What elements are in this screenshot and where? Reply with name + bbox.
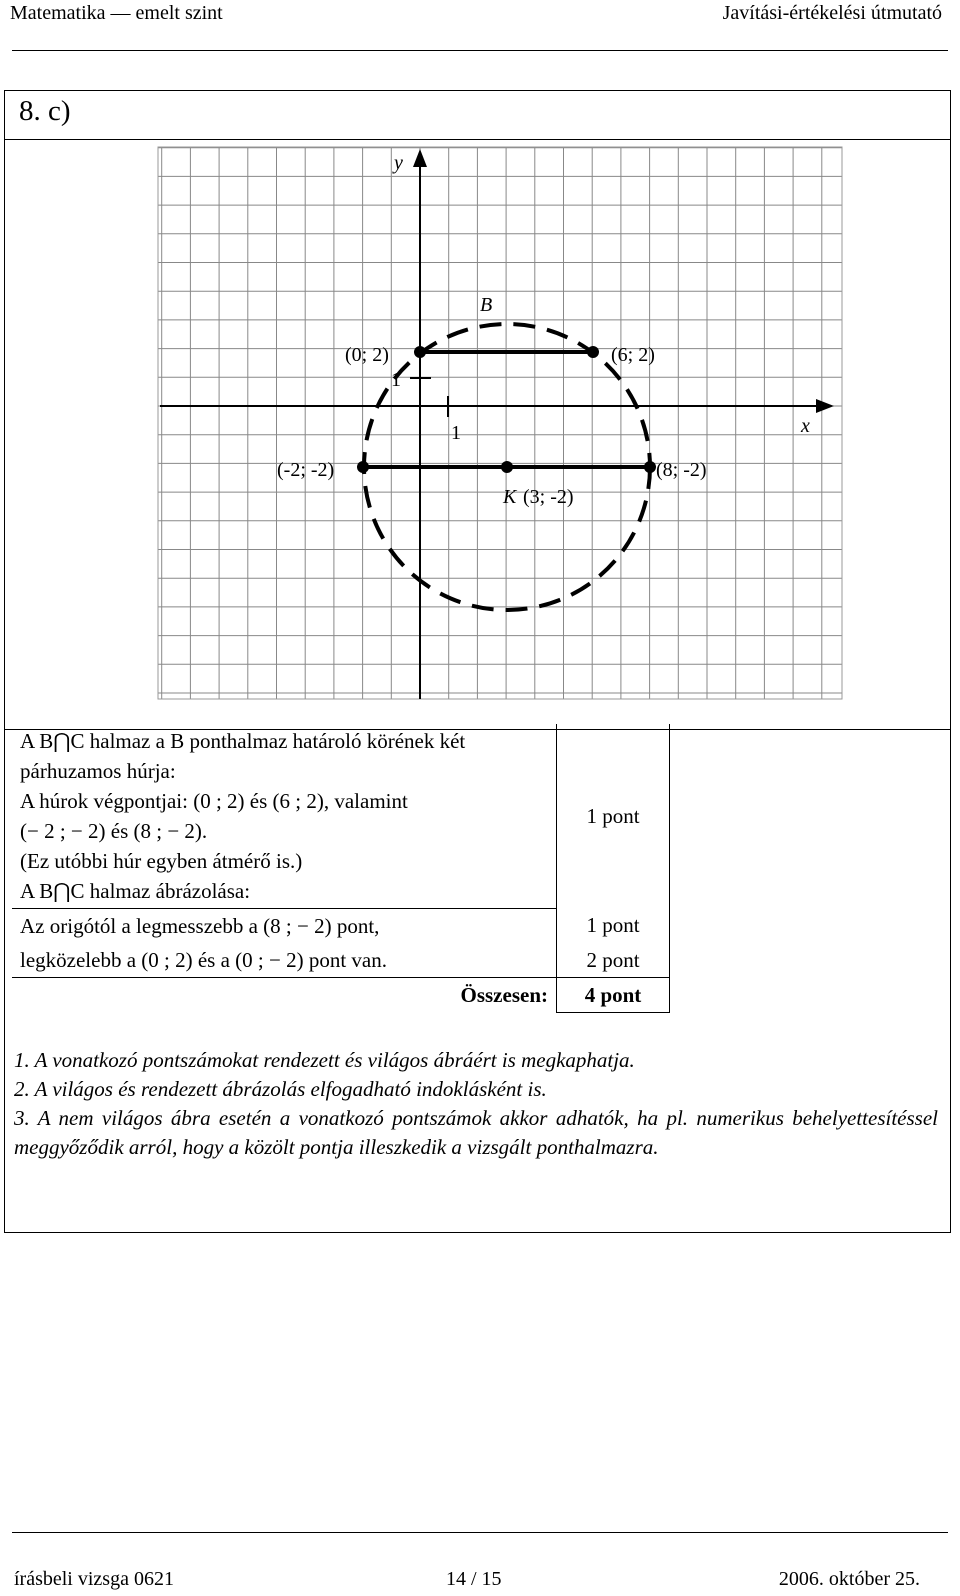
- footer-left: írásbeli vizsga 0621: [14, 1568, 174, 1590]
- label-point-6-2: (6; 2): [611, 344, 655, 366]
- point-6-2: [587, 346, 599, 358]
- note-1: 1. A vonatkozó pontszámokat rendezett és világos ábráért is megkaphatja.: [14, 1048, 635, 1072]
- header-right: Javítási-értékelési útmutató: [722, 2, 942, 24]
- unit-y-label: 1: [391, 369, 401, 391]
- header-left: Matematika — emelt szint: [10, 2, 223, 24]
- total-label: Összesen:: [12, 978, 557, 1013]
- label-point-0-2: (0; 2): [345, 344, 389, 366]
- solution-intro: A B⋂C halmaz a B ponthalmaz határoló körének két párhuzamos húrja: A húrok végpontjai: (0 ; 2) és (6 ; 2), valamint (− 2 ; − 2) és (8 ; − 2). (Ez utóbbi húr egyben átmérő is.) A B⋂C halmaz ábrázolása:: [20, 729, 466, 903]
- label-point-8-neg2: (8; -2): [656, 459, 707, 481]
- solution-nearest: legközelebb a (0 ; 2) és a (0 ; − 2) pont van.: [20, 947, 387, 972]
- label-point-neg2-neg2: (-2; -2): [277, 459, 335, 481]
- solution-farthest: Az origótól a legmesszebb a (8 ; − 2) pont,: [12, 909, 557, 944]
- label-center-coord: (3; -2): [523, 486, 574, 508]
- page-header: [0, 2, 960, 28]
- set-label-b: B: [480, 294, 493, 316]
- points-row-1: 1 pont: [557, 724, 670, 909]
- points-row-2: 1 pont: [557, 909, 670, 944]
- footer-right: 2006. október 25.: [778, 1568, 920, 1590]
- x-axis-arrow: [816, 399, 834, 413]
- grid: [158, 147, 842, 699]
- unit-x-label: 1: [451, 422, 461, 444]
- note-3: 3. A nem világos ábra esetén a vonatkozó pontszámok akkor adhatók, ha pl. numerikus behelyettesítéssel meggyőződik arról, hogy a közölt pontja illeszkedik a vizsgált ponthalmazra.: [14, 1106, 938, 1159]
- label-center-name: K: [503, 486, 517, 508]
- y-axis-label: y: [394, 152, 403, 174]
- point-8-neg2: [644, 461, 656, 473]
- footer-divider: [12, 1532, 948, 1533]
- total-points: 4 pont: [557, 978, 670, 1013]
- x-axis-label: x: [801, 415, 810, 437]
- solution-table: [12, 724, 670, 1013]
- center-point: [501, 461, 513, 473]
- coordinate-figure: [5, 91, 950, 731]
- y-axis-arrow: [413, 149, 427, 167]
- task-label: 8. c): [19, 95, 71, 127]
- footer-center: 14 / 15: [446, 1568, 502, 1590]
- note-2: 2. A világos és rendezett ábrázolás elfogadható indoklásként is.: [14, 1077, 547, 1101]
- points-row-3: 2 pont: [557, 943, 670, 978]
- point-neg2-neg2: [357, 461, 369, 473]
- point-0-2: [414, 346, 426, 358]
- notes: [14, 1046, 938, 1162]
- grid-border: [158, 147, 842, 699]
- header-divider: [12, 50, 948, 51]
